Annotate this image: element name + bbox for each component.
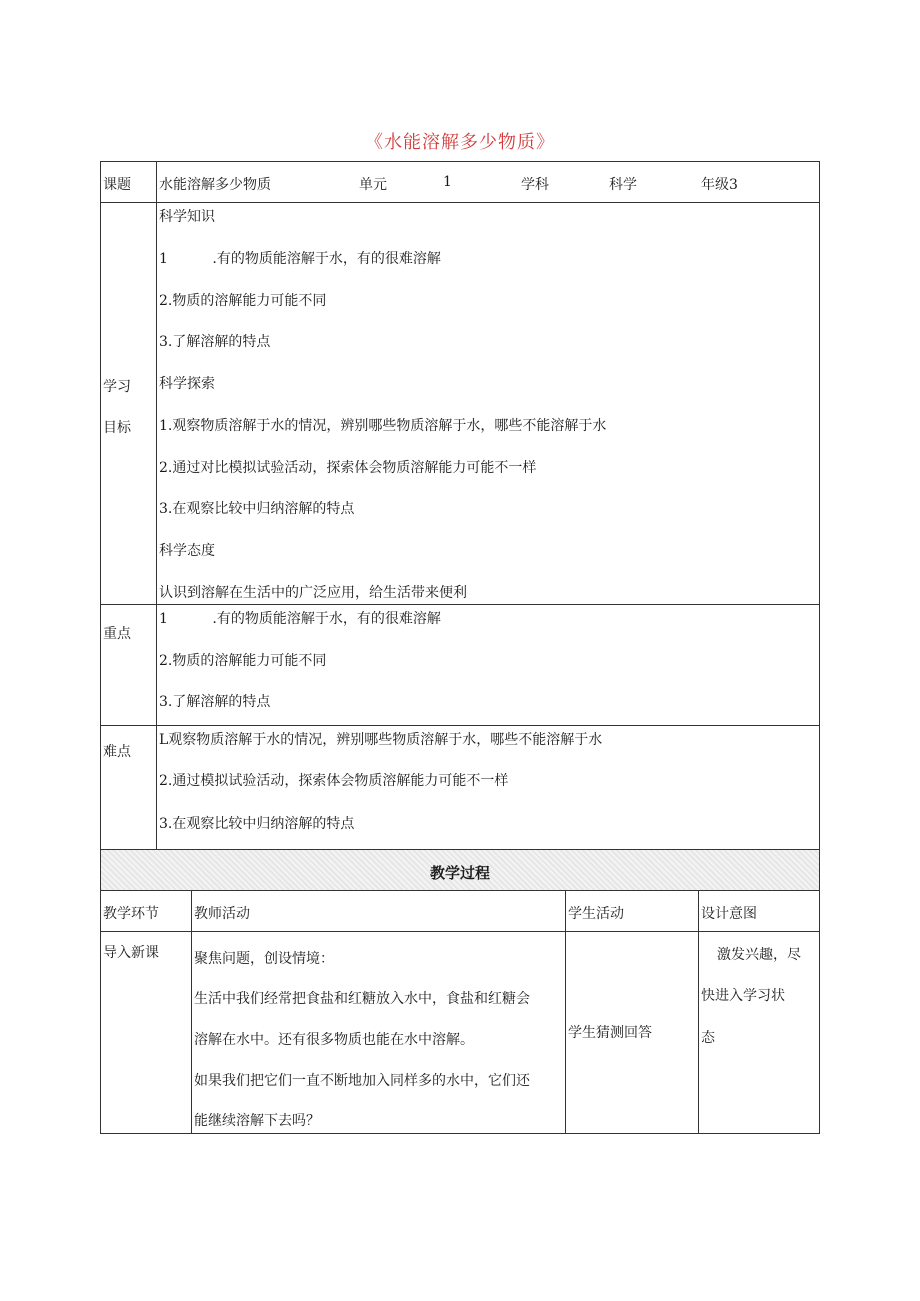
teacher-line: 溶解在水中。还有很多物质也能在水中溶解。	[194, 1032, 474, 1048]
intent-line: 快进入学习状	[701, 988, 785, 1004]
objective-line: 2.通过对比模拟试验活动，探索体会物质溶解能力可能不一样	[159, 460, 537, 476]
keypoints-content-cell	[156, 604, 820, 726]
process-heading: 教学过程	[429, 864, 490, 882]
label-subject: 学科	[521, 177, 549, 193]
unit-value: 1	[443, 174, 452, 190]
objective-line: 1 .有的物质能溶解于水，有的很难溶解	[159, 251, 441, 267]
lesson-name: 水能溶解多少物质	[159, 177, 271, 193]
difficulties-content-cell	[156, 725, 820, 850]
keypoints-label-cell	[100, 604, 157, 726]
intent-line: 激发兴趣，尽	[717, 947, 801, 963]
col-header-text: 教师活动	[194, 906, 250, 922]
teacher-line: 如果我们把它们一直不断地加入同样多的水中，它们还	[194, 1073, 530, 1089]
difficulty-line: L观察物质溶解于水的情况，辨别哪些物质溶解于水，哪些不能溶解于水	[159, 732, 603, 748]
subject-value: 科学	[609, 177, 637, 193]
keypoints-label: 重点	[103, 626, 131, 642]
grade-value: 年级3	[701, 177, 738, 193]
objective-line: 3.在观察比较中归纳溶解的特点	[159, 501, 355, 517]
col-header-teacher	[191, 890, 566, 932]
objective-line: 3.了解溶解的特点	[159, 334, 271, 350]
label-lesson: 课题	[103, 177, 131, 193]
col-header-student	[565, 890, 699, 932]
intent-line: 态	[701, 1030, 715, 1046]
teacher-line: 生活中我们经常把食盐和红糖放入水中，食盐和红糖会	[194, 991, 530, 1007]
keypoint-line: 3.了解溶解的特点	[159, 694, 271, 710]
student-text: 学生猜测回答	[568, 1025, 652, 1041]
header-row	[100, 161, 820, 203]
keypoint-line: 1 .有的物质能溶解于水，有的很难溶解	[159, 611, 441, 627]
difficulties-label: 难点	[103, 744, 131, 760]
intent-cell	[698, 931, 820, 1134]
teacher-line: 聚焦问题，创设情境：	[194, 951, 334, 967]
header-divider	[156, 161, 157, 203]
objectives-content-cell	[156, 202, 820, 605]
col-header-intent	[698, 890, 820, 932]
lesson-plan-table	[100, 161, 820, 1134]
objective-line: 认识到溶解在生活中的广泛应用，给生活带来便利	[159, 585, 467, 601]
col-header-text: 教学环节	[103, 906, 159, 922]
objective-line: 科学态度	[159, 543, 215, 559]
col-header-text: 设计意图	[701, 906, 757, 922]
difficulty-line: 2.通过模拟试验活动，探索体会物质溶解能力可能不一样	[159, 773, 509, 789]
difficulty-line: 3.在观察比较中归纳溶解的特点	[159, 816, 355, 832]
objective-line: 2.物质的溶解能力可能不同	[159, 293, 327, 309]
keypoint-line: 2.物质的溶解能力可能不同	[159, 653, 327, 669]
student-activity-cell	[565, 931, 699, 1134]
stage-cell	[100, 931, 192, 1134]
document-title: 《水能溶解多少物质》	[365, 132, 555, 153]
objective-line: 科学探索	[159, 376, 215, 392]
teacher-activity-cell	[191, 931, 566, 1134]
objective-line: 科学知识	[159, 209, 215, 225]
objectives-label-line1: 学习	[103, 379, 131, 395]
objective-line: 1.观察物质溶解于水的情况，辨别哪些物质溶解于水，哪些不能溶解于水	[159, 418, 607, 434]
stage-text: 导入新课	[103, 945, 159, 961]
col-header-stage	[100, 890, 192, 932]
col-header-text: 学生活动	[568, 906, 624, 922]
objectives-label-cell	[100, 202, 157, 605]
difficulties-label-cell	[100, 725, 157, 850]
process-heading-cell	[100, 849, 820, 891]
teacher-line: 能继续溶解下去吗？	[194, 1113, 320, 1129]
label-unit: 单元	[359, 177, 387, 193]
objectives-label-line2: 目标	[103, 420, 131, 436]
